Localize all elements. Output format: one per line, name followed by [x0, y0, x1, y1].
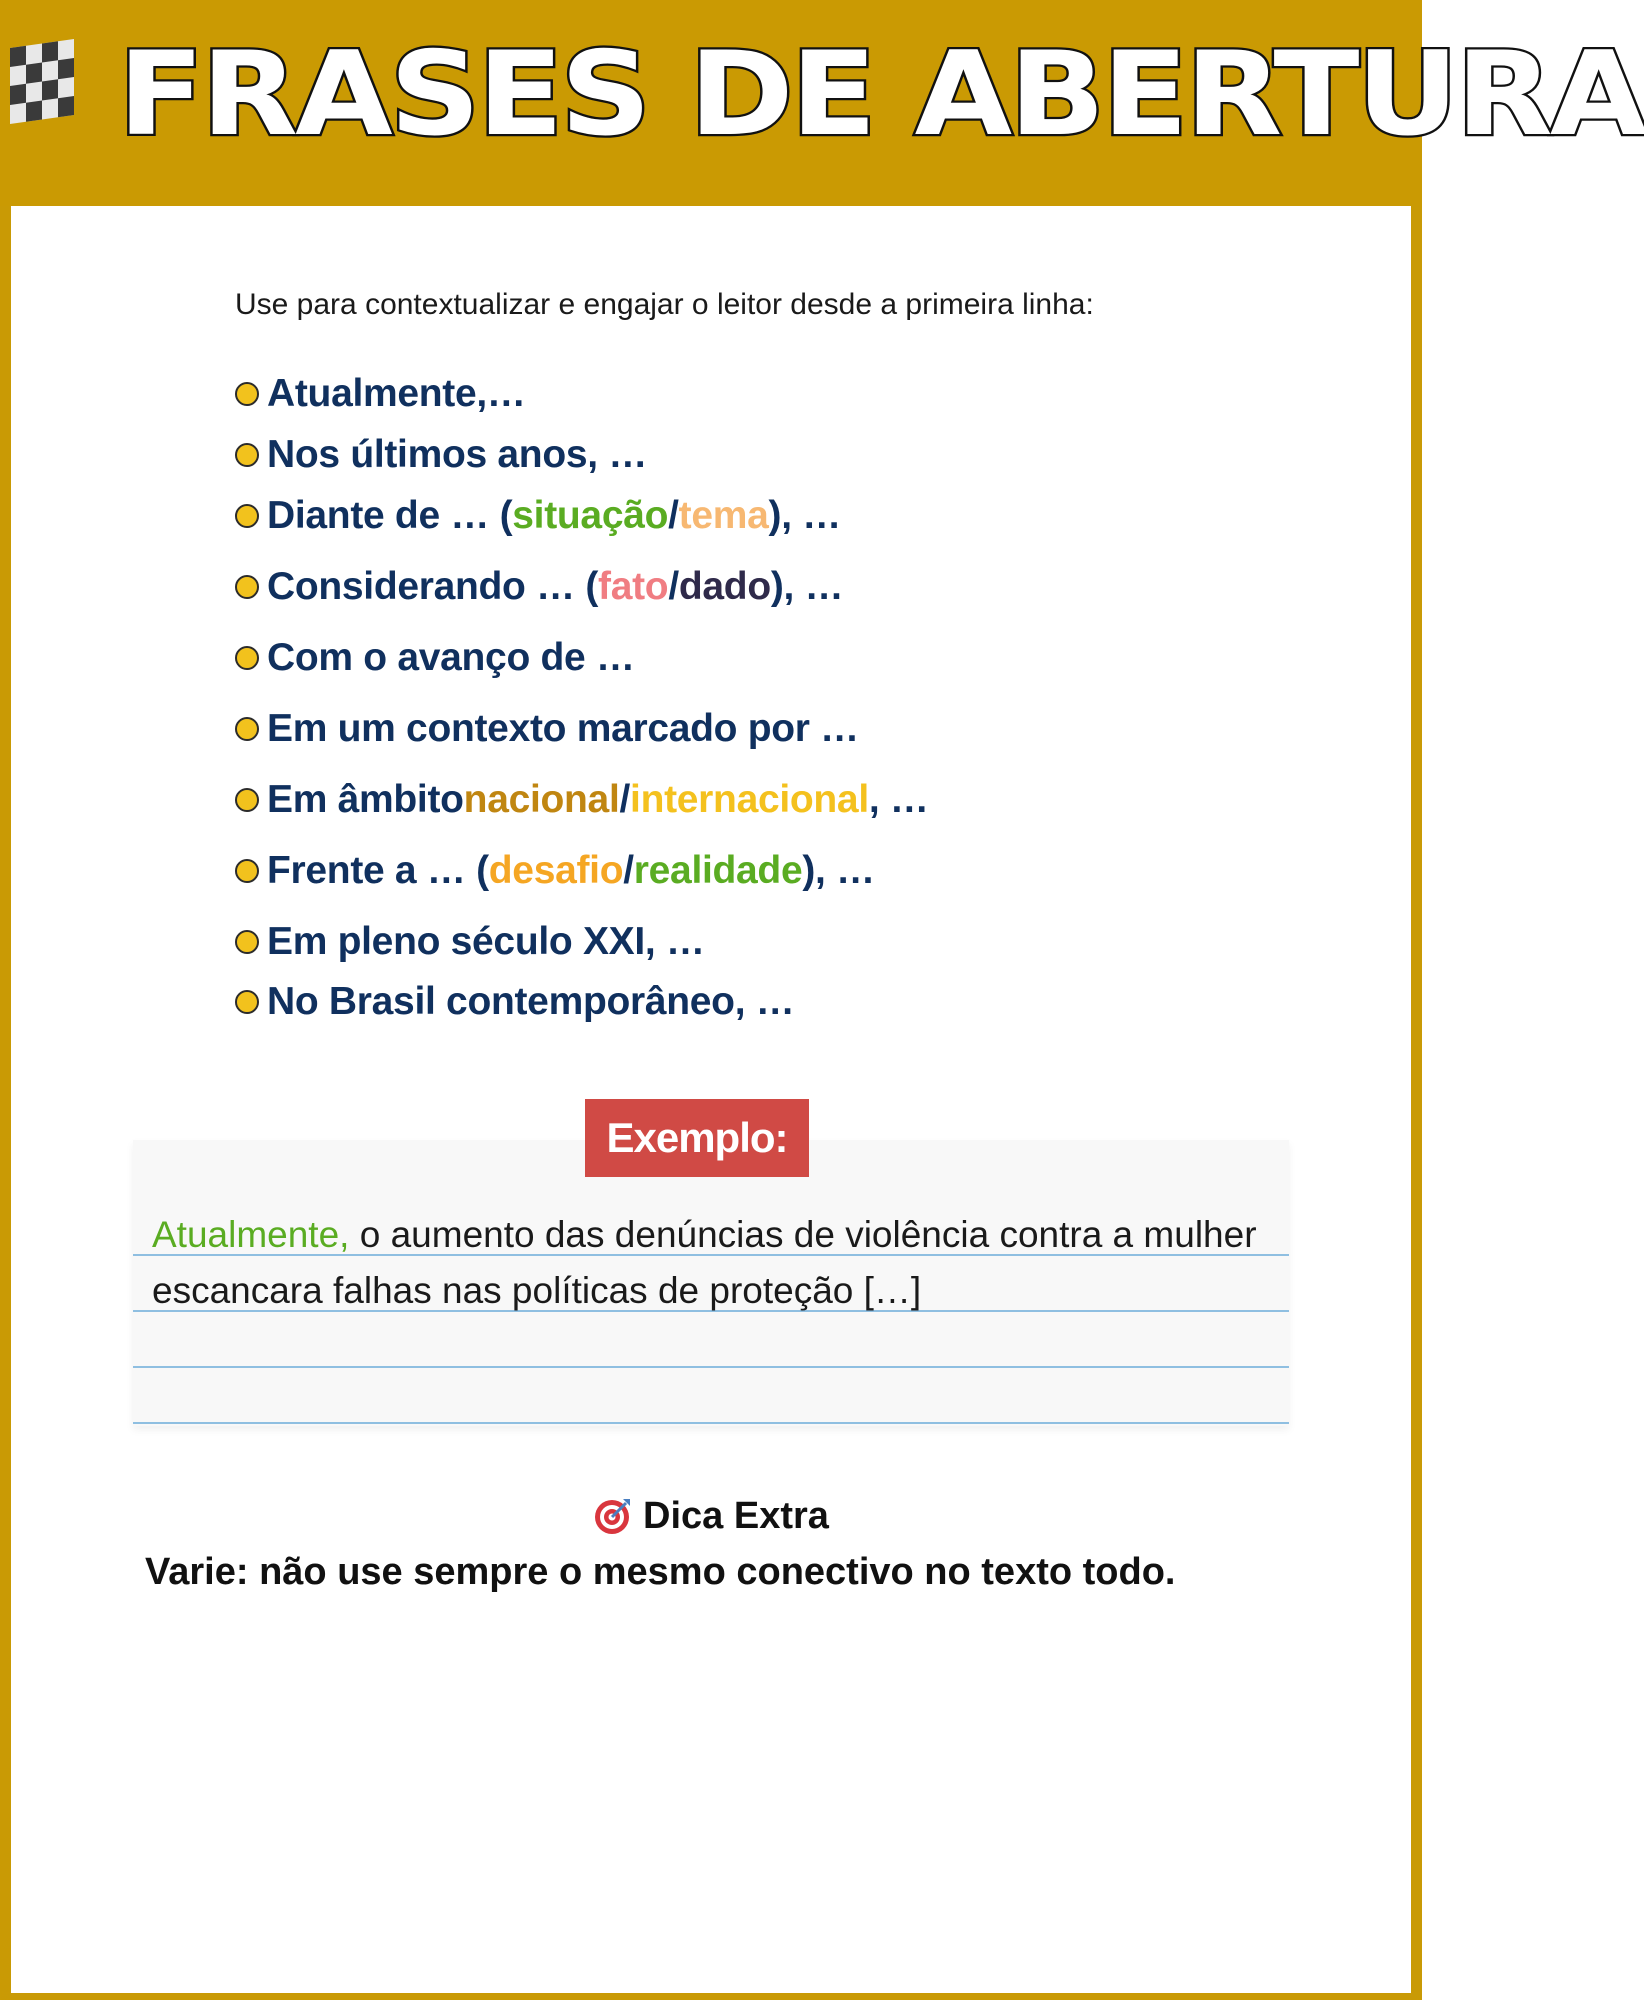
- target-icon: [593, 1496, 633, 1536]
- bullet-icon: [235, 859, 259, 883]
- list-item: [235, 494, 841, 538]
- phrase-text: Atualmente,…: [267, 372, 526, 415]
- phrase-text: ), …: [770, 565, 844, 608]
- list-item: [235, 636, 635, 680]
- phrase-text: , …: [868, 778, 929, 821]
- phrase-option: situação: [512, 494, 669, 537]
- phrase-text: Com o avanço de …: [267, 636, 635, 679]
- example-text: [152, 1207, 1272, 1319]
- tip-heading: [0, 1495, 1422, 1538]
- phrase-text: Em um contexto marcado por …: [267, 707, 859, 750]
- phrase-option: desafio: [488, 849, 624, 892]
- tip-title-text: Dica Extra: [643, 1495, 829, 1537]
- list-item: [235, 980, 794, 1024]
- bullet-icon: [235, 443, 259, 467]
- phrase-text: Diante de … (: [267, 494, 513, 537]
- phrase-text: Frente a … (: [267, 849, 489, 892]
- bullet-icon: [235, 788, 259, 812]
- phrase-text: Em pleno século XXI, …: [267, 920, 705, 963]
- bullet-icon: [235, 504, 259, 528]
- phrase-text: Nos últimos anos, …: [267, 433, 648, 476]
- bullet-icon: [235, 717, 259, 741]
- list-item: [235, 707, 859, 751]
- phrase-option: realidade: [633, 849, 803, 892]
- phrase-option: fato: [598, 565, 669, 608]
- list-item: [235, 565, 843, 609]
- page-title: FRASES DE ABERTURA: [118, 26, 1644, 162]
- phrase-text: Considerando … (: [267, 565, 599, 608]
- phrase-separator: /: [623, 849, 634, 892]
- phrase-text: ), …: [802, 849, 875, 892]
- phrase-separator: /: [619, 778, 631, 821]
- bullet-icon: [235, 990, 259, 1014]
- example-body: o aumento das denúncias de violência contra a mulher escancara falhas nas políticas de proteção […]: [152, 1214, 1257, 1311]
- example-badge: Exemplo:: [585, 1099, 809, 1177]
- phrase-text: Em âmbito: [267, 778, 464, 821]
- ruled-line: [133, 1422, 1289, 1424]
- phrase-separator: /: [668, 565, 679, 608]
- bullet-icon: [235, 382, 259, 406]
- ruled-line: [133, 1366, 1289, 1368]
- list-item: [235, 920, 705, 964]
- list-item: [235, 372, 526, 416]
- phrase-option: tema: [678, 494, 769, 537]
- checkered-flag-icon: [10, 38, 74, 122]
- list-item: [235, 433, 647, 477]
- phrase-option: internacional: [630, 778, 869, 821]
- phrase-text: No Brasil contemporâneo, …: [267, 980, 795, 1023]
- opening-phrases-list: [235, 0, 1235, 1100]
- phrase-option: dado: [678, 565, 771, 608]
- phrase-text: ), …: [768, 494, 841, 537]
- example-highlight: Atualmente,: [152, 1214, 350, 1255]
- bullet-icon: [235, 575, 259, 599]
- bullet-icon: [235, 646, 259, 670]
- intro-text: Use para contextualizar e engajar o leitor desde a primeira linha:: [235, 288, 1094, 321]
- phrase-separator: /: [668, 494, 679, 537]
- list-item: [235, 849, 875, 893]
- bullet-icon: [235, 930, 259, 954]
- phrase-option: nacional: [463, 778, 620, 821]
- tip-text: Varie: não use sempre o mesmo conectivo no texto todo.: [145, 1551, 1176, 1593]
- list-item: [235, 778, 929, 822]
